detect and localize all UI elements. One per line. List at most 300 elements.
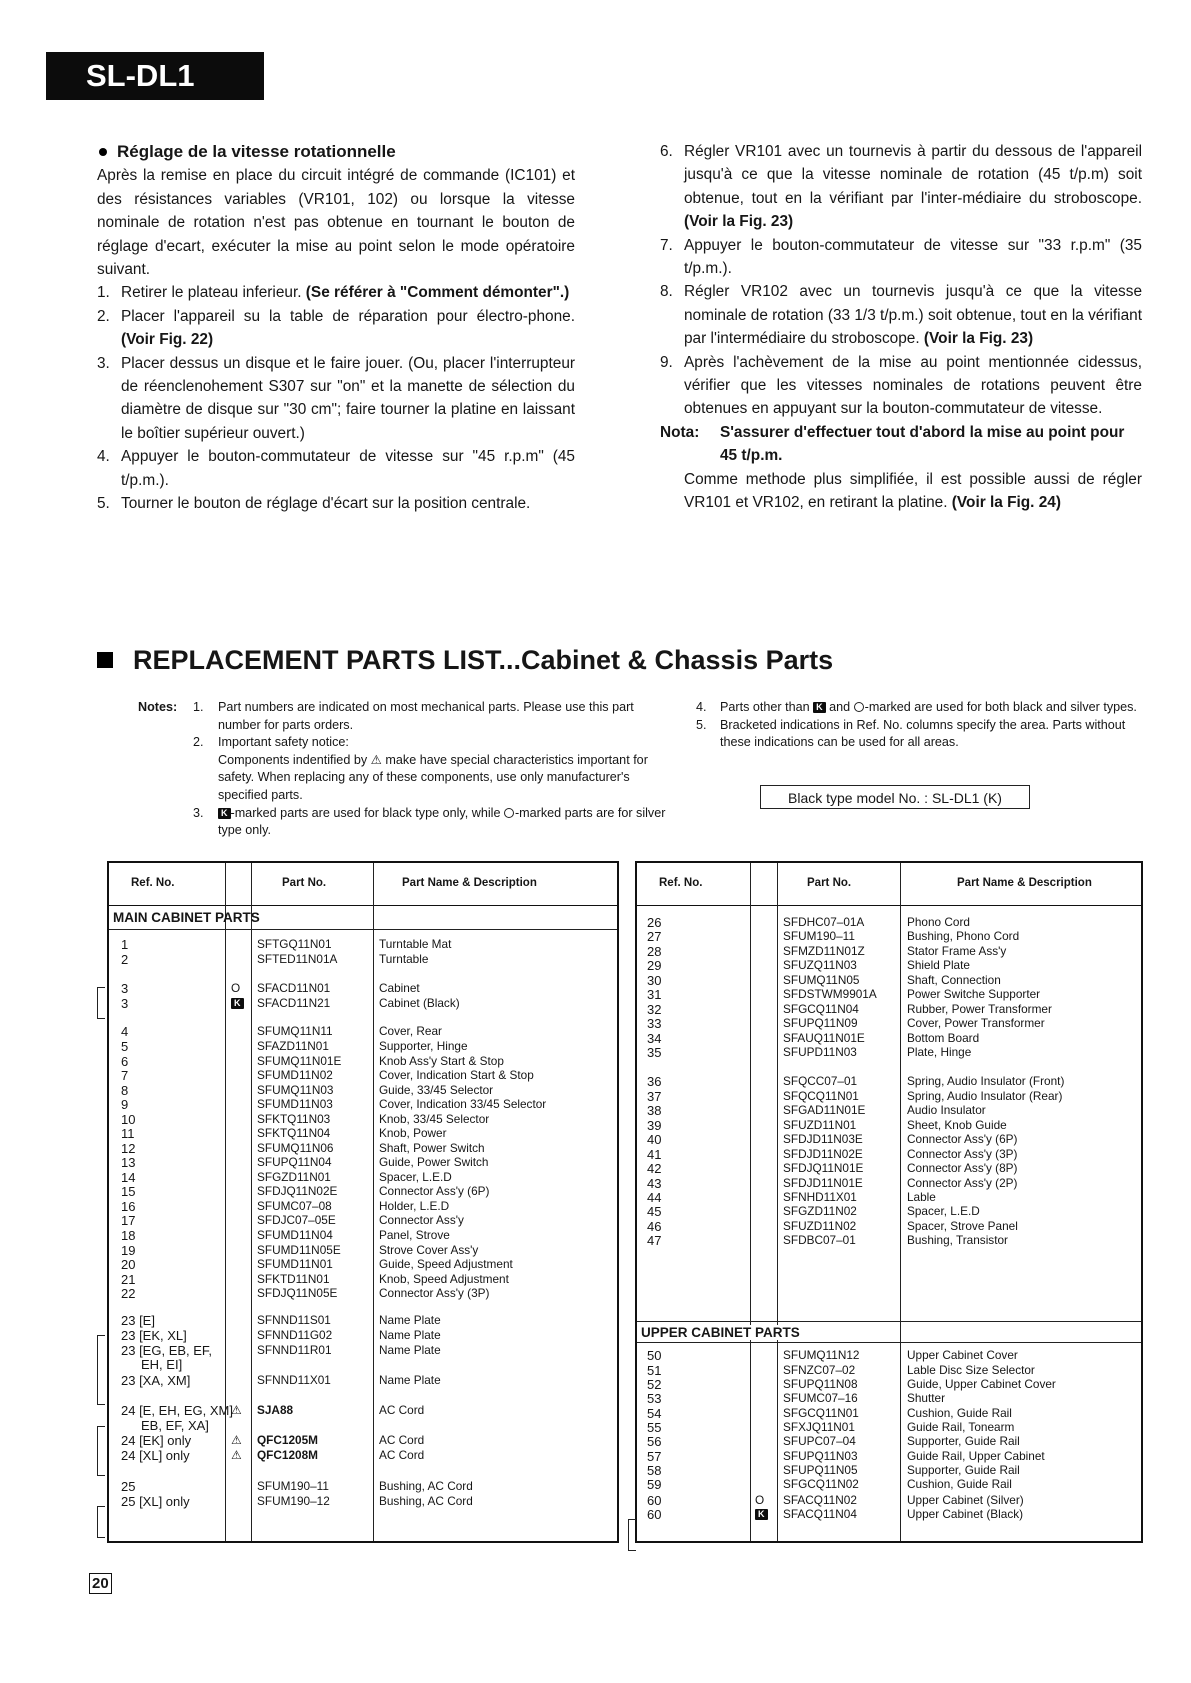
- part-number-cell: SFKTD11N01: [257, 1272, 330, 1286]
- mark-cell: ⚠: [231, 1403, 242, 1417]
- adjustment-step: [97, 445, 575, 492]
- description-cell: AC Cord: [379, 1433, 425, 1447]
- black-type-model-box: Black type model No. : SL-DL1 (K): [760, 785, 1030, 809]
- part-number-cell: SFUMQ11N06: [257, 1141, 334, 1155]
- ref-cell: 38: [647, 1103, 662, 1118]
- description-cell: Lable: [907, 1190, 936, 1204]
- description-cell: Knob, Power: [379, 1126, 447, 1140]
- step-text: Tourner le bouton de réglage d'écart sur la position centrale.: [121, 495, 531, 513]
- nota: [660, 421, 1142, 468]
- ref-cell: 37: [647, 1089, 662, 1104]
- part-number-cell: SFGZD11N01: [257, 1170, 331, 1184]
- description-cell: AC Cord: [379, 1403, 425, 1417]
- header-desc: Part Name & Description: [957, 877, 1092, 889]
- model-badge: SL-DL1: [46, 52, 264, 100]
- part-number-cell: SFUPC07–04: [783, 1434, 856, 1448]
- part-number-cell: SFDBC07–01: [783, 1233, 856, 1247]
- step-ref: (Voir la Fig. 23): [923, 330, 1034, 348]
- ref-cell: 18: [121, 1228, 136, 1243]
- col-divider: [900, 863, 901, 1541]
- description-cell: Shaft, Connection: [907, 973, 1001, 987]
- ref-cell: 4: [121, 1024, 129, 1039]
- description-cell: Connector Ass'y (2P): [907, 1176, 1018, 1190]
- ref-cell: 55: [647, 1420, 662, 1435]
- note-text: Bracketed indications in Ref. No. columns specify the area. Parts without these indications can be used for all areas.: [720, 717, 1126, 750]
- adjustment-step: [97, 352, 575, 446]
- description-cell: Knob, Speed Adjustment: [379, 1272, 509, 1286]
- ref-cell: 9: [121, 1097, 129, 1112]
- ref-cell: 27: [647, 929, 662, 944]
- step-ref: (Se référer à "Comment démonter".): [305, 284, 570, 302]
- o-mark-icon: [854, 702, 864, 712]
- part-number-cell: SFGCQ11N02: [783, 1477, 859, 1491]
- part-number-cell: SFACQ11N02: [783, 1493, 857, 1507]
- nota-bold: S'assurer d'effectuer tout d'abord la mise au point pour 45 t/p.m.: [720, 423, 1125, 465]
- adjustment-step: [97, 492, 575, 515]
- description-cell: Bushing, Phono Cord: [907, 929, 1020, 943]
- part-number-cell: SFUMQ11N12: [783, 1348, 860, 1362]
- description-cell: Bushing, AC Cord: [379, 1479, 473, 1493]
- step-number: 1.: [97, 284, 110, 302]
- part-number-cell: SFUM190–11: [783, 929, 855, 943]
- ref-cell: 28: [647, 944, 662, 959]
- bracket: [97, 1335, 105, 1405]
- part-number-cell: QFC1208M: [257, 1448, 318, 1462]
- ref-cell: 8: [121, 1083, 129, 1098]
- part-number-cell: SFNND11S01: [257, 1313, 331, 1327]
- table-header: [109, 863, 617, 906]
- part-number-cell: SFQCC07–01: [783, 1074, 858, 1088]
- part-number-cell: SFUZD11N01: [783, 1118, 857, 1132]
- part-number-cell: SFXJQ11N01: [783, 1420, 855, 1434]
- note-text: -marked parts are for silver type only.: [218, 805, 666, 838]
- adjustment-step: [660, 351, 1142, 421]
- description-cell: Upper Cabinet (Silver): [907, 1493, 1024, 1507]
- bracket: [97, 1426, 105, 1476]
- step-number: 7.: [660, 236, 673, 254]
- part-number-cell: SFDHC07–01A: [783, 915, 865, 929]
- description-cell: Cushion, Guide Rail: [907, 1406, 1012, 1420]
- k-mark-icon: K: [813, 702, 826, 713]
- description-cell: Name Plate: [379, 1328, 441, 1342]
- ref-cell: 42: [647, 1161, 662, 1176]
- ref-cell: 6: [121, 1054, 129, 1069]
- ref-cell: 31: [647, 987, 662, 1002]
- part-number-cell: SFDJD11N01E: [783, 1176, 863, 1190]
- description-cell: Guide, Upper Cabinet Cover: [907, 1377, 1056, 1391]
- part-number-cell: SFUPQ11N08: [783, 1377, 858, 1391]
- ref-cell: 20: [121, 1257, 136, 1272]
- step-text: Appuyer le bouton-commutateur de vitesse sur "45 r.p.m" (45 t/p.m.).: [121, 448, 575, 489]
- description-cell: Lable Disc Size Selector: [907, 1363, 1035, 1377]
- description-cell: Panel, Strove: [379, 1228, 450, 1242]
- description-cell: Supporter, Guide Rail: [907, 1463, 1020, 1477]
- ref-cell: 14: [121, 1170, 136, 1185]
- note-4: [696, 699, 1146, 717]
- step-number: 9.: [660, 353, 673, 371]
- ref-cell: 10: [121, 1112, 136, 1127]
- ref-cell: 2: [121, 952, 129, 967]
- part-number-cell: SFUMQ11N01E: [257, 1054, 342, 1068]
- description-cell: Spacer, L.E.D: [379, 1170, 452, 1184]
- mark-cell: O: [755, 1493, 765, 1507]
- description-cell: Cover, Rear: [379, 1024, 442, 1038]
- description-cell: Sheet, Knob Guide: [907, 1118, 1007, 1132]
- step-text: Régler VR102 avec un tournevis jusqu'à ce que la vitesse nominale de rotation (33 1/3 t/p.m.) soit obtenue, tout en la vérifiant par l'intermédiaire du stroboscope.: [684, 283, 1142, 348]
- ref-cell: 3: [121, 996, 129, 1011]
- description-cell: Name Plate: [379, 1343, 441, 1357]
- part-number-cell: SFUMQ11N05: [783, 973, 860, 987]
- part-number-cell: SFGCQ11N01: [783, 1406, 859, 1420]
- description-cell: Upper Cabinet Cover: [907, 1348, 1018, 1362]
- description-cell: Knob, 33/45 Selector: [379, 1112, 490, 1126]
- part-number-cell: SFUPQ11N04: [257, 1155, 332, 1169]
- part-number-cell: SFNND11R01: [257, 1343, 332, 1357]
- mark-cell: O: [231, 981, 241, 995]
- ref-cell: 60: [647, 1507, 662, 1522]
- description-cell: Phono Cord: [907, 915, 970, 929]
- ref-cell: 25: [121, 1479, 136, 1494]
- description-cell: Guide, 33/45 Selector: [379, 1083, 494, 1097]
- notes-label: Notes:: [138, 700, 178, 714]
- description-cell: Bushing, AC Cord: [379, 1494, 473, 1508]
- description-cell: Guide Rail, Tonearm: [907, 1420, 1015, 1434]
- ref-cell: 60: [647, 1493, 662, 1508]
- group-divider: [109, 929, 617, 930]
- notes-left: [138, 699, 678, 840]
- ref-cell: 39: [647, 1118, 662, 1133]
- part-number-cell: QFC1205M: [257, 1433, 318, 1447]
- part-number-cell: SFAZD11N01: [257, 1039, 329, 1053]
- ref-cell: 50: [647, 1348, 662, 1363]
- ref-cell: 30: [647, 973, 662, 988]
- ref-cell: 15: [121, 1184, 136, 1199]
- ref-cell: 16: [121, 1199, 136, 1214]
- bracket: [97, 987, 105, 1019]
- ref-cell: 52: [647, 1377, 662, 1392]
- ref-cell: 34: [647, 1031, 662, 1046]
- k-mark-icon: K: [755, 1509, 768, 1520]
- col-divider: [225, 863, 226, 1541]
- part-number-cell: SFNHD11X01: [783, 1190, 857, 1204]
- ref-cell: 17: [121, 1213, 136, 1228]
- description-cell: Bottom Board: [907, 1031, 980, 1045]
- step-number: 3.: [97, 354, 110, 372]
- note-number: 1.: [193, 700, 204, 714]
- part-number-cell: SFQCQ11N01: [783, 1089, 859, 1103]
- ref-cell: 51: [647, 1363, 662, 1378]
- part-number-cell: SFUZD11N02: [783, 1219, 857, 1233]
- description-cell: Cushion, Guide Rail: [907, 1477, 1012, 1491]
- ref-cell: 35: [647, 1045, 662, 1060]
- header-part: Part No.: [282, 877, 327, 889]
- note-3: [138, 805, 678, 840]
- adjustment-intro: Après la remise en place du circuit intégré de commande (IC101) et des résistances variables (VR101, 102) ou lorsque la vitesse nominale de rotation n'est pas obtenue en tournant le bouton de réglage d'ecart, exécuter la mise au point selon le mode opératoire suivant.: [97, 167, 575, 279]
- adjustment-right-column: [660, 140, 1142, 515]
- ref-cell: 23 [EK, XL]: [121, 1328, 187, 1343]
- part-number-cell: SFUM190–12: [257, 1494, 330, 1508]
- note-number: 4.: [696, 700, 707, 714]
- parts-list-title: [97, 645, 833, 676]
- part-number-cell: SFUMQ11N11: [257, 1024, 333, 1038]
- description-cell: Spacer, Strove Panel: [907, 1219, 1018, 1233]
- group-main-cabinet: MAIN CABINET PARTS: [113, 910, 260, 925]
- ref-cell: 5: [121, 1039, 129, 1054]
- part-number-cell: SFUMC07–08: [257, 1199, 332, 1213]
- group-divider: [637, 1321, 1141, 1322]
- step-text: Après l'achèvement de la mise au point mentionnée cidessus, vérifier que les vitesses nominales de rotations peuvent être obtenues en appuyant sur la bouton-commutateur de vitesse.: [684, 353, 1142, 418]
- description-cell: Knob Ass'y Start & Stop: [379, 1054, 504, 1068]
- ref-cell: 46: [647, 1219, 662, 1234]
- part-number-cell: SFUMD11N05E: [257, 1243, 341, 1257]
- note-2: [138, 734, 678, 752]
- parts-table-left: [107, 861, 619, 1543]
- part-number-cell: SFMZD11N01Z: [783, 944, 865, 958]
- description-cell: Spacer, L.E.D: [907, 1204, 980, 1218]
- mark-cell: ⚠: [231, 1433, 242, 1447]
- ref-cell: 56: [647, 1434, 662, 1449]
- note-number: 3.: [193, 805, 204, 820]
- ref-cell: 21: [121, 1272, 136, 1287]
- description-cell: Plate, Hinge: [907, 1045, 972, 1059]
- note-text: -marked are used for both black and silver types.: [864, 700, 1137, 714]
- ref-cell: 3: [121, 981, 129, 996]
- group-divider: [637, 1342, 1141, 1343]
- description-cell: Connector Ass'y (3P): [907, 1147, 1018, 1161]
- part-number-cell: SFACQ11N04: [783, 1507, 857, 1521]
- nota-body: [660, 468, 1142, 515]
- part-number-cell: SFUMD11N02: [257, 1068, 333, 1082]
- ref-cell: 45: [647, 1204, 662, 1219]
- mark-cell: ⚠: [231, 1448, 242, 1462]
- part-number-cell: SFUZQ11N03: [783, 958, 857, 972]
- part-number-cell: SFUPQ11N05: [783, 1463, 858, 1477]
- part-number-cell: SFKTQ11N03: [257, 1112, 331, 1126]
- ref-cell: EH, EI]: [141, 1357, 183, 1372]
- description-cell: Cabinet (Black): [379, 996, 460, 1010]
- description-cell: Stator Frame Ass'y: [907, 944, 1007, 958]
- header-desc: Part Name & Description: [402, 877, 537, 889]
- note-number: 2.: [193, 735, 204, 750]
- description-cell: Rubber, Power Transformer: [907, 1002, 1052, 1016]
- ref-cell: 19: [121, 1243, 136, 1258]
- part-number-cell: SFUMD11N04: [257, 1228, 333, 1242]
- ref-cell: 36: [647, 1074, 662, 1089]
- description-cell: Cabinet: [379, 981, 420, 995]
- ref-cell: 24 [XL] only: [121, 1448, 190, 1463]
- part-number-cell: SFUMD11N01: [257, 1257, 333, 1271]
- description-cell: Shield Plate: [907, 958, 970, 972]
- parts-list-title-text: REPLACEMENT PARTS LIST...Cabinet & Chassis Parts: [133, 645, 834, 675]
- note-text: Important safety notice:: [218, 735, 349, 750]
- description-cell: Upper Cabinet (Black): [907, 1507, 1024, 1521]
- step-ref: (Voir la Fig. 23): [684, 213, 794, 231]
- bullet-icon: [99, 148, 107, 156]
- part-number-cell: SFUMQ11N03: [257, 1083, 334, 1097]
- description-cell: AC Cord: [379, 1448, 425, 1462]
- header-ref: Ref. No.: [659, 877, 703, 889]
- part-number-cell: SFDJD11N03E: [783, 1132, 863, 1146]
- ref-cell: 11: [121, 1126, 135, 1141]
- group-upper-cabinet: UPPER CABINET PARTS: [641, 1325, 804, 1340]
- step-number: 6.: [660, 143, 673, 160]
- notes-right: [696, 699, 1146, 752]
- adjustment-steps-right: [660, 140, 1142, 421]
- adjustment-step: [97, 281, 575, 304]
- ref-cell: 29: [647, 958, 662, 973]
- part-number-cell: SFDJQ11N01E: [783, 1161, 864, 1175]
- header-part: Part No.: [807, 877, 852, 889]
- part-number-cell: SFNZC07–02: [783, 1363, 856, 1377]
- ref-cell: EB, EF, XA]: [141, 1418, 209, 1433]
- ref-cell: 23 [E]: [121, 1313, 155, 1328]
- ref-cell: 40: [647, 1132, 662, 1147]
- part-number-cell: SFGAD11N01E: [783, 1103, 866, 1117]
- description-cell: Connector Ass'y (6P): [907, 1132, 1018, 1146]
- part-number-cell: SFAUQ11N01E: [783, 1031, 865, 1045]
- description-cell: Spring, Audio Insulator (Rear): [907, 1089, 1063, 1103]
- part-number-cell: SFUMC07–16: [783, 1391, 858, 1405]
- parts-table-right: [635, 861, 1143, 1543]
- ref-cell: 53: [647, 1391, 662, 1406]
- description-cell: Connector Ass'y (8P): [907, 1161, 1018, 1175]
- ref-cell: 1: [121, 937, 129, 952]
- description-cell: Strove Cover Ass'y: [379, 1243, 479, 1257]
- ref-cell: 59: [647, 1477, 662, 1492]
- o-mark-icon: [504, 808, 514, 818]
- description-cell: Spring, Audio Insulator (Front): [907, 1074, 1065, 1088]
- ref-cell: 47: [647, 1233, 662, 1248]
- ref-cell: 44: [647, 1190, 662, 1205]
- description-cell: Name Plate: [379, 1373, 441, 1387]
- ref-cell: 13: [121, 1155, 136, 1170]
- step-text: Régler VR101 avec un tournevis à partir du dessous de l'appareil jusqu'à ce que la vitesse nominale de rotation (45 t/p.m) soit obtenue, tout en la vérifiant par l'inter-médiaire du stroboscope.: [684, 143, 1142, 207]
- note-text: Parts other than: [720, 700, 814, 714]
- description-cell: Supporter, Hinge: [379, 1039, 468, 1053]
- ref-cell: 24 [E, EH, EG, XM]: [121, 1403, 233, 1418]
- description-cell: Name Plate: [379, 1313, 441, 1327]
- ref-cell: 33: [647, 1016, 662, 1031]
- adjustment-steps-left: [97, 281, 575, 515]
- nota-text: Comme methode plus simplifiée, il est possible aussi de régler VR101 et VR102, en retirant la platine.: [684, 470, 1142, 512]
- nota-label: Nota:: [660, 423, 700, 441]
- adjustment-heading-text: Réglage de la vitesse rotationnelle: [117, 142, 396, 161]
- part-number-cell: SFNND11G02: [257, 1328, 333, 1342]
- ref-cell: 23 [EG, EB, EF,: [121, 1343, 213, 1358]
- part-number-cell: SJA88: [257, 1403, 294, 1417]
- ref-cell: 32: [647, 1002, 662, 1017]
- description-cell: Shutter: [907, 1391, 946, 1405]
- ref-cell: 12: [121, 1141, 136, 1156]
- ref-cell: 58: [647, 1463, 662, 1478]
- description-cell: Connector Ass'y (6P): [379, 1184, 490, 1198]
- note-5: [696, 717, 1146, 752]
- table-header: [637, 863, 1141, 906]
- part-number-cell: SFKTQ11N04: [257, 1126, 331, 1140]
- part-number-cell: SFDJC07–05E: [257, 1213, 336, 1227]
- description-cell: Supporter, Guide Rail: [907, 1434, 1020, 1448]
- adjustment-step: [660, 234, 1142, 281]
- nota-ref: (Voir la Fig. 24): [951, 494, 1061, 512]
- description-cell: Connector Ass'y (3P): [379, 1286, 490, 1300]
- part-number-cell: SFACD11N01: [257, 981, 331, 995]
- part-number-cell: SFNND11X01: [257, 1373, 331, 1387]
- note-number: 5.: [696, 717, 707, 732]
- description-cell: Cover, Indication Start & Stop: [379, 1068, 534, 1082]
- step-text: Appuyer le bouton-commutateur de vitesse sur "33 r.p.m" (35 t/p.m.).: [684, 236, 1142, 278]
- part-number-cell: SFUPQ11N03: [783, 1449, 858, 1463]
- col-divider: [777, 863, 778, 1541]
- step-number: 2.: [97, 307, 110, 325]
- description-cell: Turntable Mat: [379, 937, 452, 951]
- ref-cell: 43: [647, 1176, 662, 1191]
- step-number: 4.: [97, 448, 110, 466]
- ref-cell: 23 [XA, XM]: [121, 1373, 191, 1388]
- part-number-cell: SFDJQ11N05E: [257, 1286, 338, 1300]
- description-cell: Turntable: [379, 952, 429, 966]
- note-1: [138, 699, 678, 734]
- col-divider: [373, 863, 374, 1541]
- part-number-cell: SFUM190–11: [257, 1479, 329, 1493]
- ref-cell: 25 [XL] only: [121, 1494, 190, 1509]
- description-cell: Shaft, Power Switch: [379, 1141, 485, 1155]
- k-mark-icon: K: [231, 998, 244, 1009]
- bracket: [628, 1519, 636, 1551]
- ref-cell: 22: [121, 1286, 136, 1301]
- description-cell: Guide, Speed Adjustment: [379, 1257, 513, 1271]
- square-bullet-icon: [97, 652, 113, 668]
- adjustment-left-column: [97, 140, 575, 516]
- step-ref: (Voir Fig. 22): [121, 331, 214, 349]
- step-number: 5.: [97, 495, 110, 513]
- part-number-cell: SFDJD11N02E: [783, 1147, 863, 1161]
- ref-cell: 26: [647, 915, 662, 930]
- part-number-cell: SFACD11N21: [257, 996, 331, 1010]
- adjustment-heading: [97, 140, 575, 163]
- step-text: Placer dessus un disque et le faire jouer. (Ou, placer l'interrupteur de réenclenohement S307 sur "on" et la manette de sélection du diamètre de disque sur "30 cm"; faire tourner la platine en laissant le boîtier supérieur ouvert.): [121, 354, 575, 442]
- adjustment-step: [660, 140, 1142, 234]
- col-divider: [750, 863, 751, 1541]
- mark-cell: [231, 996, 244, 1011]
- adjustment-step: [660, 280, 1142, 350]
- description-cell: Cover, Indication 33/45 Selector: [379, 1097, 547, 1111]
- step-number: 8.: [660, 283, 673, 301]
- description-cell: Guide Rail, Upper Cabinet: [907, 1449, 1045, 1463]
- part-number-cell: SFDJQ11N02E: [257, 1184, 338, 1198]
- note-text: -marked parts are used for black type only, while: [230, 805, 504, 820]
- part-number-cell: SFTED11N01A: [257, 952, 338, 966]
- description-cell: Guide, Power Switch: [379, 1155, 489, 1169]
- part-number-cell: SFUPQ11N09: [783, 1016, 858, 1030]
- page-number: 20: [89, 1573, 112, 1594]
- mark-cell: [755, 1507, 768, 1522]
- part-number-cell: SFUPD11N03: [783, 1045, 857, 1059]
- header-ref: Ref. No.: [131, 877, 175, 889]
- step-text: Retirer le plateau inferieur.: [121, 284, 306, 302]
- note-text: Part numbers are indicated on most mechanical parts. Please use this part number for parts orders.: [218, 700, 634, 732]
- note-2-body: Components indentified by ⚠ make have special characteristics important for safety. When replacing any of these components, use only manufacturer's specified parts.: [218, 752, 648, 802]
- ref-cell: 41: [647, 1147, 662, 1162]
- ref-cell: 7: [121, 1068, 129, 1083]
- part-number-cell: SFUMD11N03: [257, 1097, 333, 1111]
- adjustment-step: [97, 305, 575, 352]
- k-mark-icon: K: [218, 808, 231, 819]
- ref-cell: 57: [647, 1449, 662, 1464]
- part-number-cell: SFGCQ11N04: [783, 1002, 859, 1016]
- ref-cell: 54: [647, 1406, 662, 1421]
- description-cell: Holder, L.E.D: [379, 1199, 450, 1213]
- step-text: Placer l'appareil su la table de réparation pour électro-phone.: [121, 307, 575, 325]
